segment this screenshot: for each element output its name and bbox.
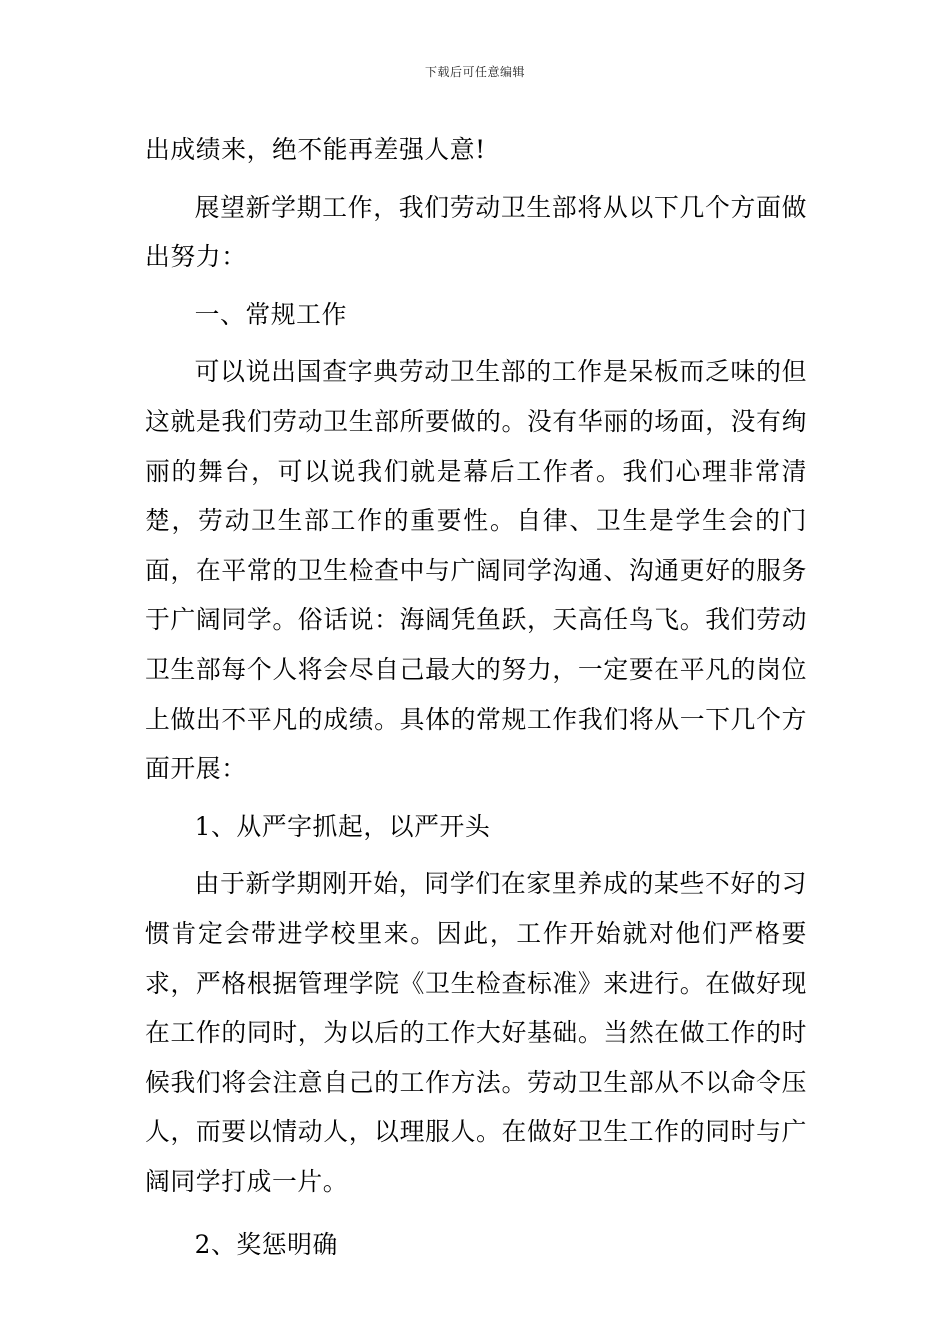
page-header: 下载后可任意编辑 — [424, 65, 525, 79]
subheading-rewards-penalties: 2、奖惩明确 — [194, 1230, 338, 1260]
paragraph-strictness: 由于新学期刚开始，同学们在家里养成的某些不好的习惯肯定会带进学校里来。因此，工作开始就对他们严格要求，严格根据管理学院《卫生检查标准》来进行。在做好现在工作的同时，为以后的工作大好基础。当然在做工作的时候我们将会注意自己的工作方法。劳动卫生部从不以命令压人，而要以情动人，以理服人。在做好卫生工作的同时与广阔同学打成一片。 — [145, 869, 807, 1196]
section-heading-routine-work: 一、常规工作 — [194, 299, 347, 329]
subheading-strictness: 1、从严字抓起，以严开头 — [194, 811, 491, 841]
document-body — [145, 125, 807, 1270]
paragraph-closing-line: 出成绩来，绝不能再差强人意! — [145, 135, 486, 164]
paragraph-routine-work: 可以说出国查字典劳动卫生部的工作是呆板而乏味的但这就是我们劳动卫生部所要做的。没有华丽的场面，没有绚丽的舞台，可以说我们就是幕后工作者。我们心理非常清楚，劳动卫生部工作的重要性。自律、卫生是学生会的门面，在平常的卫生检查中与广阔同学沟通、沟通更好的服务于广阔同学。俗话说：海阔凭鱼跃，天高任鸟飞。我们劳动卫生部每个人将会尽自己最大的努力，一定要在平凡的岗位上做出不平凡的成绩。具体的常规工作我们将从一下几个方面开展： — [145, 357, 807, 784]
paragraph-outlook: 展望新学期工作，我们劳动卫生部将从以下几个方面做出努力： — [145, 192, 807, 272]
